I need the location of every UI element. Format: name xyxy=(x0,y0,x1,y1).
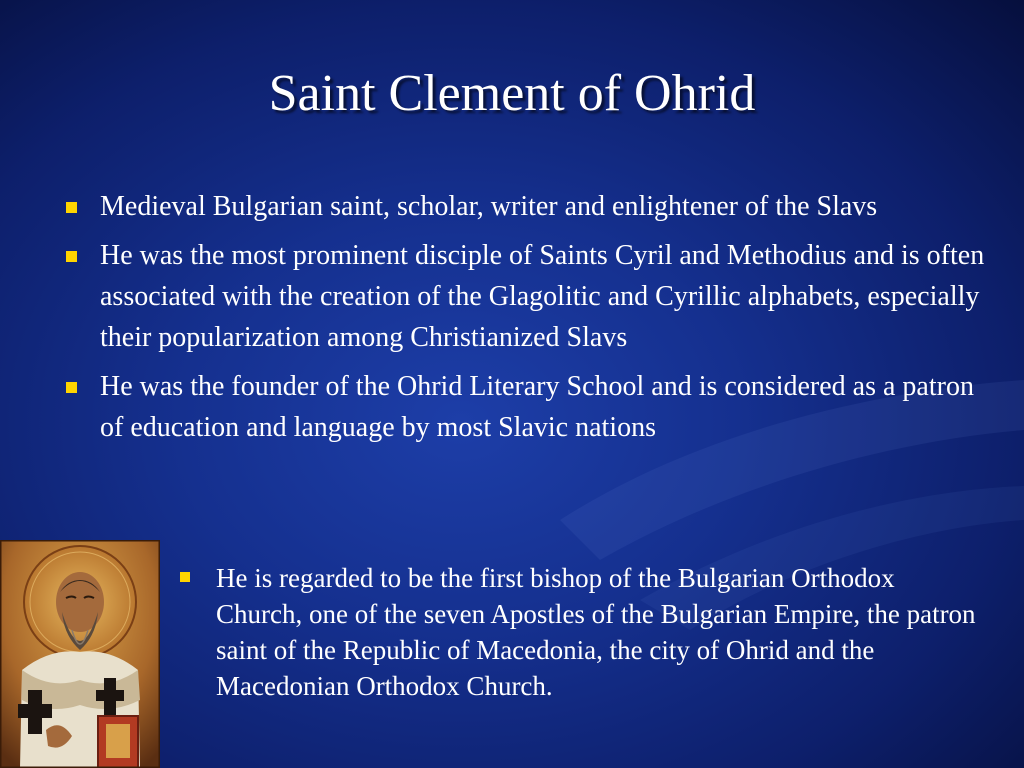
slide-title: Saint Clement of Ohrid xyxy=(268,65,756,122)
bullet-text: He is regarded to be the first bishop of the Bulgarian Orthodox Church, one of the seven Apostles of the Bulgarian Empire, the patron saint of the Republic of Macedonia, the city of Ohrid and the Macedonian Orthodox Church. xyxy=(216,563,976,701)
bullet-text: He was the most prominent disciple of Saints Cyril and Methodius and is often associated with the creation of the Glagolitic and Cyrillic alphabets, especially their popularization among Christianized Slavs xyxy=(100,240,985,353)
yellow-square-bullet-icon xyxy=(180,572,190,582)
yellow-square-bullet-icon xyxy=(66,251,77,262)
bullet-item xyxy=(62,235,992,358)
bullet-list xyxy=(62,186,992,456)
yellow-square-bullet-icon xyxy=(66,382,77,393)
yellow-square-bullet-icon xyxy=(66,202,77,213)
bullet-item xyxy=(178,560,978,704)
bullet-list-secondary xyxy=(178,560,978,712)
saint-clement-icon-painting xyxy=(0,540,160,768)
bullet-text: Medieval Bulgarian saint, scholar, writer and enlightener of the Slavs xyxy=(100,191,878,222)
bullet-item xyxy=(62,366,992,448)
bullet-item xyxy=(62,186,992,227)
bullet-text: He was the founder of the Ohrid Literary School and is considered as a patron of education and language by most Slavic nations xyxy=(100,371,974,443)
